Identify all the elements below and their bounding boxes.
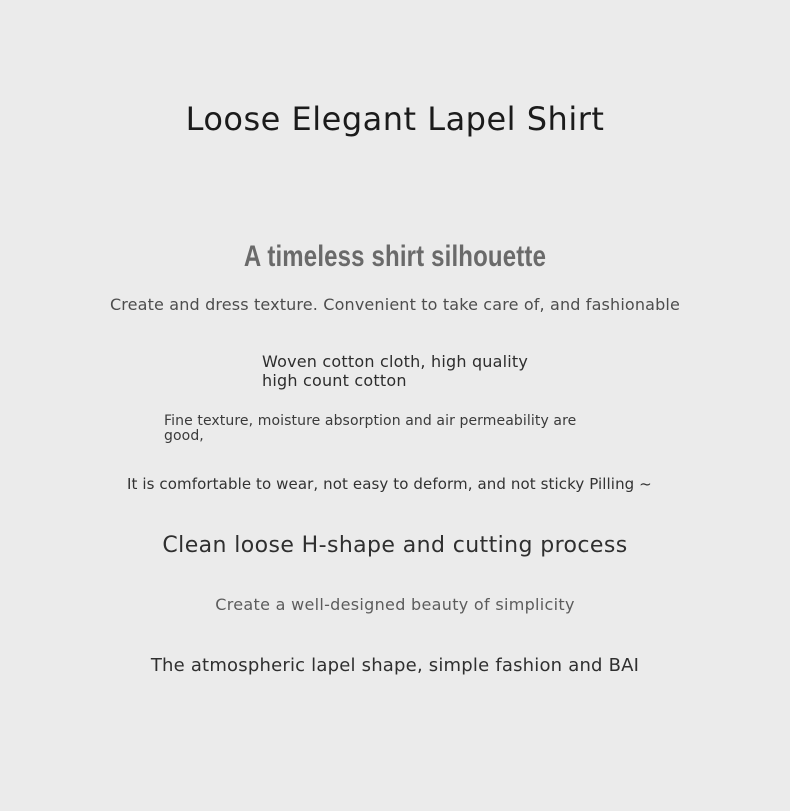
lapel-description: The atmospheric lapel shape, simple fashion and BAI: [150, 655, 640, 676]
material-line-1: Woven cotton cloth, high quality: [262, 352, 529, 371]
texture-description: [164, 414, 576, 444]
product-title: Loose Elegant Lapel Shirt: [185, 100, 605, 138]
feature-description: Create and dress texture. Convenient to take care of, and fashionable: [109, 295, 680, 314]
feature-subtitle: A timeless shirt silhouette: [243, 240, 547, 273]
texture-line-2: good,: [164, 428, 204, 444]
cut-description: Clean loose H-shape and cutting process: [162, 533, 628, 558]
beauty-description: Create a well-designed beauty of simplicity: [215, 595, 575, 614]
comfort-description: It is comfortable to wear, not easy to deform, and not sticky Pilling ~: [127, 475, 652, 493]
material-description: [262, 352, 528, 390]
material-line-2: high count cotton: [262, 371, 407, 390]
texture-line-1: Fine texture, moisture absorption and air permeability are: [164, 413, 577, 429]
